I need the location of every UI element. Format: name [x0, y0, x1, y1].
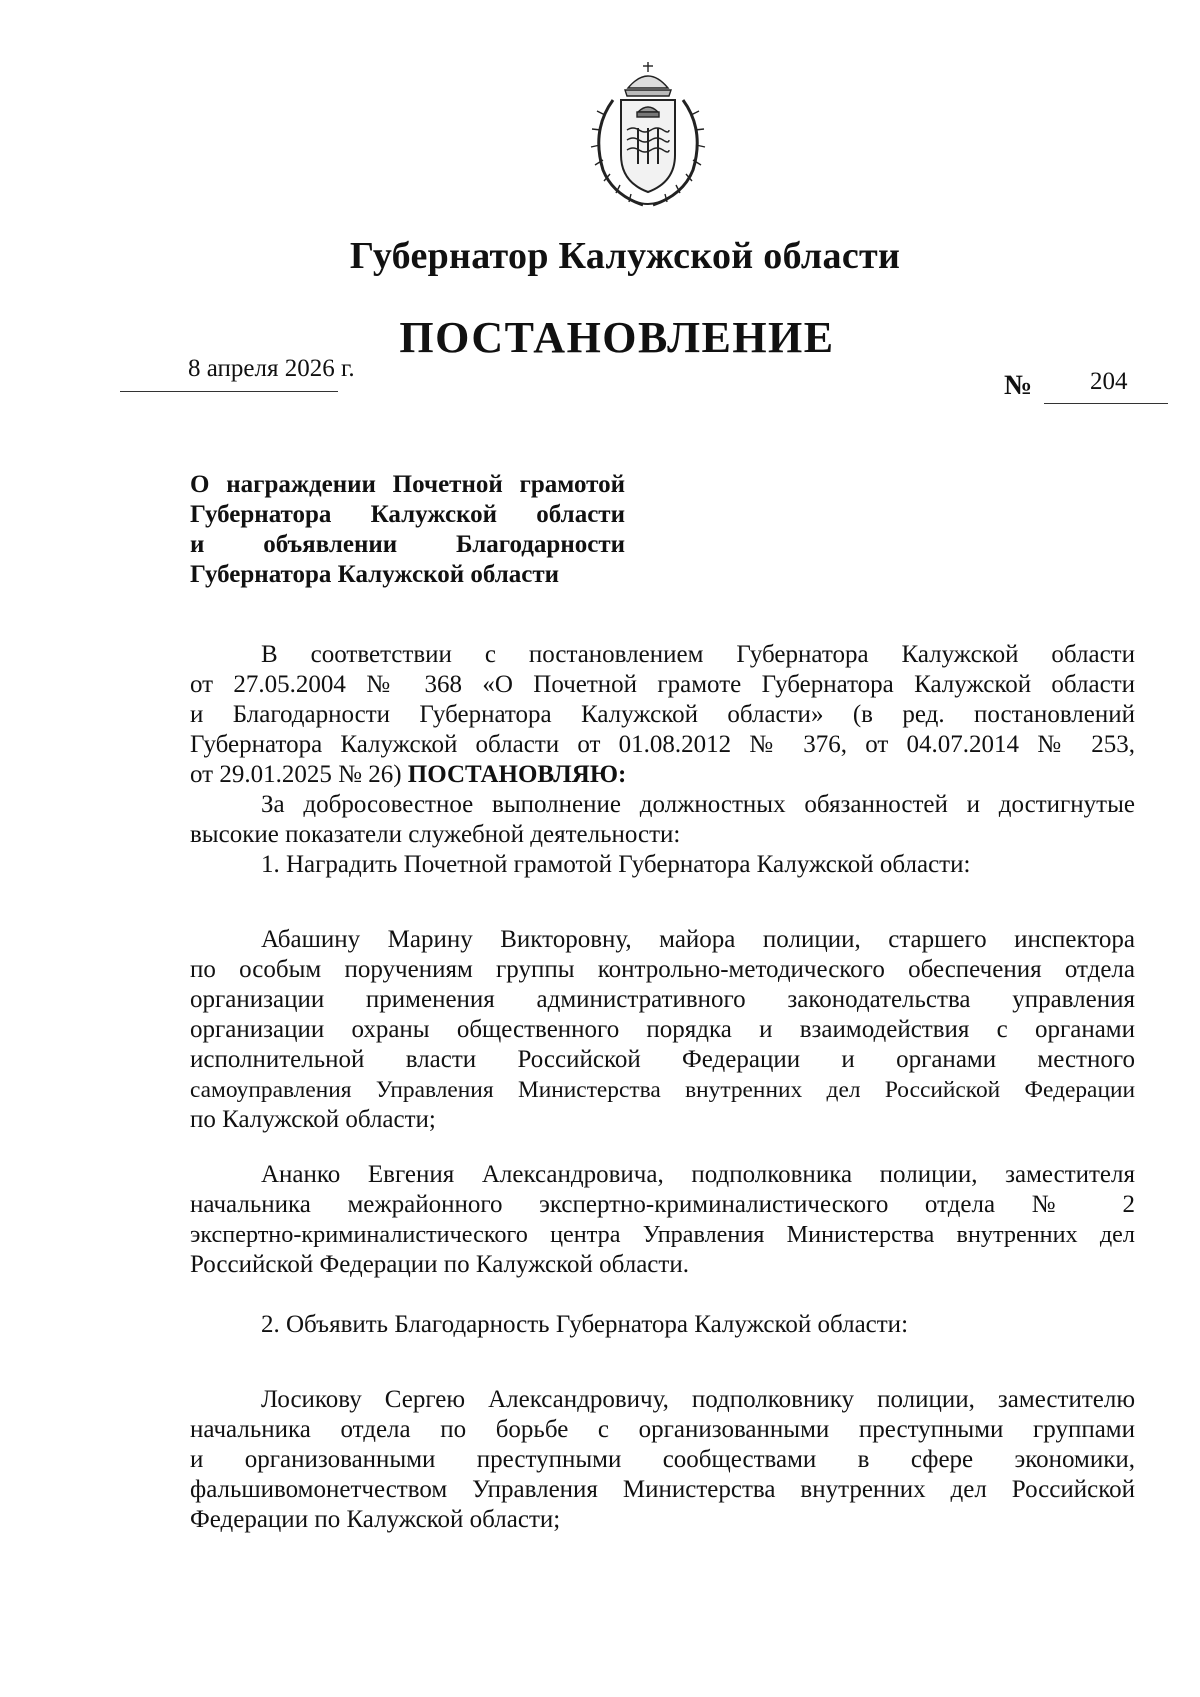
person-line: Федерации по Калужской области; [190, 1506, 561, 1533]
person-line: самоуправления Управления Министерства внутренних дел Российской Федерации [190, 1077, 1135, 1103]
person-line: по Калужской области; [190, 1106, 436, 1133]
item2-heading [190, 1310, 1135, 1340]
preamble-line: от 27.05.2004 № 368 «О Почетной грамоте Губернатора Калужской области [190, 671, 1135, 698]
item1-heading [190, 850, 1135, 880]
person-line: Российской Федерации по Калужской области. [190, 1251, 689, 1278]
decree-word: ПОСТАНОВЛЯЮ: [407, 761, 627, 788]
person-line: исполнительной власти Российской Федерации и органами местного [190, 1046, 1135, 1073]
person-line: и организованными преступными сообществами в сфере экономики, [190, 1446, 1135, 1473]
coat-of-arms-emblem-icon [583, 60, 713, 210]
person-line: фальшивомонетчеством Управления Министерства внутренних дел Российской [190, 1476, 1135, 1503]
issuing-authority-title: Губернатор Калужской области [349, 235, 901, 277]
document-number [1004, 370, 1164, 410]
preamble-line: Губернатора Калужской области от 01.08.2012 № 376, от 04.07.2014 № 253, [190, 731, 1135, 758]
number-underline [1044, 403, 1168, 404]
person-line: начальника отдела по борьбе с организованными преступными группами [190, 1416, 1135, 1443]
subject-line: О награждении Почетной грамотой [190, 471, 625, 498]
date-text: 8 апреля 2026 г. [188, 355, 355, 382]
award-person-1 [190, 925, 1135, 1135]
preamble-paragraph [190, 640, 1135, 790]
reason-line: За добросовестное выполнение должностных обязанностей и достигнутые [261, 791, 1135, 818]
preamble-line: от 29.01.2025 № 26) [190, 761, 402, 788]
person-line: начальника межрайонного экспертно-криминалистического отдела № 2 [190, 1191, 1135, 1218]
gratitude-person-1 [190, 1385, 1135, 1535]
reason-paragraph [190, 790, 1135, 850]
reason-line: высокие показатели служебной деятельности: [190, 821, 681, 848]
subject-line: Губернатора Калужской области [190, 561, 560, 588]
person-line: экспертно-криминалистического центра Управления Министерства внутренних дел [190, 1221, 1135, 1248]
person-line: Лосикову Сергею Александровичу, подполковнику полиции, заместителю [261, 1386, 1135, 1413]
number-value: 204 [1090, 368, 1128, 395]
subject-line: Губернатора Калужской области [190, 501, 625, 528]
preamble-line: В соответствии с постановлением Губернатора Калужской области [261, 641, 1135, 668]
item2-heading-text: 2. Объявить Благодарность Губернатора Калужской области: [261, 1311, 909, 1338]
person-line: по особым поручениям группы контрольно-методического обеспечения отдела [190, 956, 1135, 983]
person-line: организации применения административного законодательства управления [190, 986, 1135, 1013]
person-line: Ананко Евгения Александровича, подполковника полиции, заместителя [261, 1161, 1135, 1188]
person-line: организации охраны общественного порядка и взаимодействия с органами [190, 1016, 1135, 1043]
preamble-line: и Благодарности Губернатора Калужской области» (в ред. постановлений [190, 701, 1135, 728]
item1-heading-text: 1. Наградить Почетной грамотой Губернатора Калужской области: [261, 851, 971, 878]
subject-line: и объявлении Благодарности [190, 531, 625, 558]
date-underline [120, 391, 338, 392]
preamble-last-line [190, 760, 1135, 790]
document-type-title: ПОСТАНОВЛЕНИЕ [399, 313, 835, 362]
person-line: Абашину Марину Викторовну, майора полиции, старшего инспектора [261, 926, 1135, 953]
document-subject [190, 470, 625, 590]
number-sign: № [1004, 370, 1033, 401]
award-person-2 [190, 1160, 1135, 1280]
